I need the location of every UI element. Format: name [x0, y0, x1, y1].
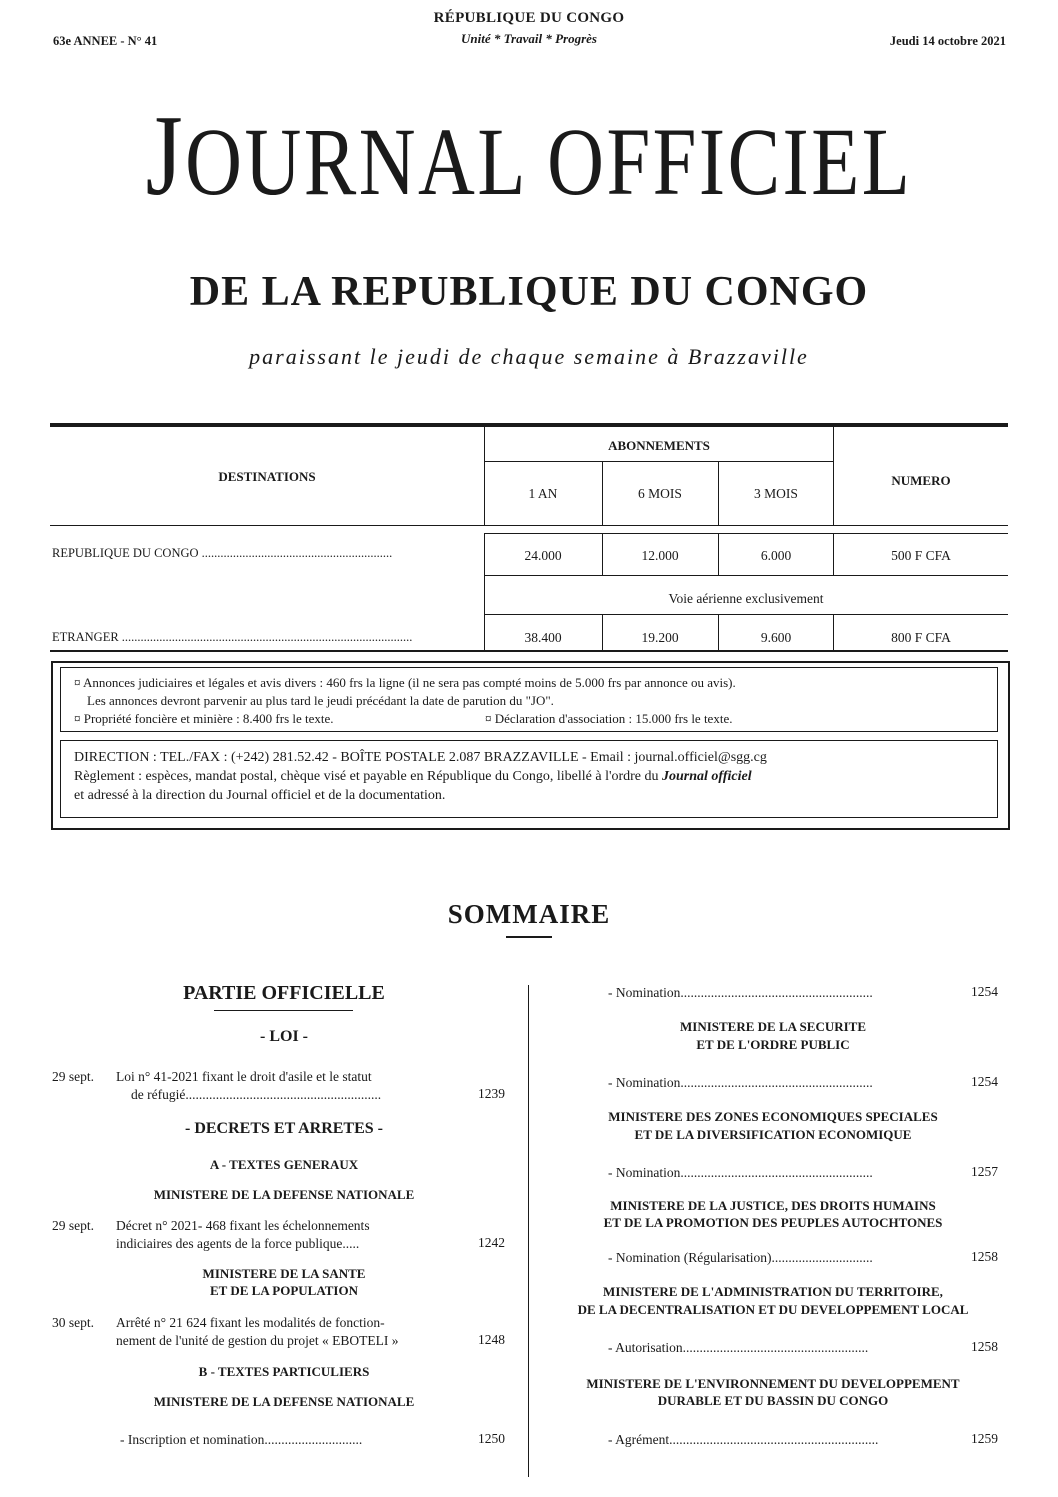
- toc-entry: - Inscription et nomination.............................: [120, 1432, 363, 1447]
- loi-title-1: Loi n° 41-2021 fixant le droit d'asile et le statut: [116, 1069, 372, 1084]
- page-number: 1259: [971, 1431, 998, 1446]
- table-divider: [484, 575, 1008, 576]
- table-cell: 800 F CFA: [891, 630, 951, 645]
- reglement-journal: Journal officiel: [662, 769, 752, 784]
- section-loi: - LOI -: [260, 1028, 308, 1045]
- page-number: 1254: [971, 984, 998, 999]
- ministry-heading: ET DE LA PROMOTION DES PEUPLES AUTOCHTONES: [603, 1215, 943, 1230]
- arrete-title-1: Arrêté n° 21 624 fixant les modalités de fonction-: [116, 1315, 385, 1330]
- journal-tagline: paraissant le jeudi de chaque semaine à Brazzaville: [249, 344, 809, 369]
- table-top-rule: [50, 423, 1008, 427]
- toc-entry: - Nomination (Régularisation)..............................: [608, 1250, 873, 1265]
- textes-particuliers: B - TEXTES PARTICULIERS: [198, 1364, 370, 1379]
- table-cell: 6.000: [760, 548, 792, 563]
- loi-title-2: de réfugié..........................................................: [131, 1087, 382, 1102]
- toc-entry: - Agrément..............................................................: [608, 1432, 879, 1447]
- decret-title-2: indiciaires des agents de la force publique.....: [116, 1236, 360, 1251]
- partie-underline: [214, 1010, 353, 1011]
- table-header-rule: [50, 525, 1008, 526]
- decret-title-1: Décret n° 2021- 468 fixant les échelonnements: [116, 1218, 370, 1233]
- voie-aerienne-note: Voie aérienne exclusivement: [668, 591, 824, 606]
- reglement-text: Règlement : espèces, mandat postal, chèque visé et payable en République du Congo, libellé à l'ordre du: [74, 769, 663, 784]
- page-number: 1254: [971, 1074, 998, 1089]
- toc-entry: - Nomination.........................................................: [608, 1075, 873, 1090]
- toc-entry: - Autorisation.......................................................: [608, 1340, 869, 1355]
- col-1an: 1 AN: [528, 486, 558, 501]
- ministry-heading: MINISTERE DE LA SECURITE: [679, 1019, 867, 1034]
- ministry-heading: MINISTERE DE LA JUSTICE, DES DROITS HUMAINS: [610, 1198, 936, 1213]
- toc-entry: - Nomination.........................................................: [608, 985, 873, 1000]
- ministry-heading: DURABLE ET DU BASSIN DU CONGO: [657, 1393, 889, 1408]
- textes-generaux: A - TEXTES GENERAUX: [209, 1157, 359, 1172]
- sommaire-title: SOMMAIRE: [447, 899, 611, 929]
- journal-subtitle: DE LA REPUBLIQUE DU CONGO: [189, 269, 869, 315]
- section-decrets: - DECRETS ET ARRETES -: [185, 1120, 383, 1137]
- ministry-heading: ET DE LA DIVERSIFICATION ECONOMIQUE: [634, 1127, 912, 1142]
- ministry-heading: ET DE LA POPULATION: [210, 1283, 358, 1298]
- ministry-heading: MINISTERE DE LA DEFENSE NATIONALE: [153, 1394, 415, 1409]
- col-6mois: 6 MOIS: [638, 486, 682, 501]
- page-number: 1258: [971, 1339, 998, 1354]
- toc-entry: - Nomination.........................................................: [608, 1165, 873, 1180]
- ministry-heading: MINISTERE DE L'ENVIRONNEMENT DU DEVELOPPEMENT: [586, 1376, 960, 1391]
- table-row-congo-dest: REPUBLIQUE DU CONGO .............................................................: [52, 546, 393, 560]
- annonces-association: ¤ Déclaration d'association : 15.000 frs le texte.: [485, 711, 733, 726]
- direction-reglement: [74, 769, 752, 785]
- table-cell: 500 F CFA: [891, 548, 951, 563]
- ministry-heading: MINISTERE DE LA SANTE: [202, 1266, 366, 1281]
- header-country: RÉPUBLIQUE DU CONGO: [433, 10, 625, 26]
- ministry-heading: MINISTERE DE LA DEFENSE NATIONALE: [153, 1187, 415, 1202]
- col-destinations: DESTINATIONS: [218, 469, 316, 484]
- page-number: 1250: [478, 1431, 505, 1446]
- annonces-line-2: Les annonces devront parvenir au plus tard le jeudi précédant la date de parution du "JO".: [87, 693, 554, 708]
- header-motto: Unité * Travail * Progrès: [460, 31, 597, 46]
- annonces-fonciere: ¤ Propriété foncière et minière : 8.400 frs le texte.: [74, 711, 334, 726]
- ministry-heading: ET DE L'ORDRE PUBLIC: [696, 1037, 850, 1052]
- col-3mois: 3 MOIS: [754, 486, 798, 501]
- title-initial: J: [145, 92, 186, 220]
- table-cell: 12.000: [641, 548, 679, 563]
- arrete-date: 30 sept.: [52, 1315, 94, 1330]
- journal-title: [95, 92, 963, 222]
- ministry-heading: DE LA DECENTRALISATION ET DU DEVELOPPEMENT LOCAL: [577, 1302, 969, 1317]
- sommaire-underline: [506, 936, 552, 938]
- partie-officielle: PARTIE OFFICIELLE: [183, 982, 385, 1004]
- loi-date: 29 sept.: [52, 1069, 94, 1084]
- page-number: 1248: [478, 1332, 505, 1347]
- ministry-heading: MINISTERE DE L'ADMINISTRATION DU TERRITOIRE,: [603, 1284, 943, 1299]
- edition-number: 63e ANNEE - N° 41: [53, 34, 158, 48]
- table-divider: [484, 533, 1008, 534]
- page-number: 1239: [478, 1086, 505, 1101]
- decret-date: 29 sept.: [52, 1218, 94, 1233]
- table-cell: 24.000: [524, 548, 562, 563]
- table-row-etranger-dest: ETRANGER .............................................................................................: [52, 630, 413, 644]
- table-cell: 9.600: [760, 630, 792, 645]
- page-number: 1242: [478, 1235, 505, 1250]
- direction-contact: DIRECTION : TEL./FAX : (+242) 281.52.42 - BOÎTE POSTALE 2.087 BRAZZAVILLE - Email : journal.officiel@sgg.cg: [74, 750, 767, 765]
- col-numero: NUMERO: [891, 473, 951, 488]
- column-divider: [528, 985, 529, 1477]
- table-cell: 19.200: [641, 630, 679, 645]
- table-cell: 38.400: [524, 630, 562, 645]
- page-number: 1257: [971, 1164, 998, 1179]
- table-divider: [484, 461, 834, 462]
- annonces-line-1: ¤ Annonces judiciaires et légales et avis divers : 460 frs la ligne (il ne sera pas compté moins de 5.000 frs par annonce ou avis).: [74, 675, 736, 690]
- ministry-heading: MINISTERE DES ZONES ECONOMIQUES SPECIALES: [608, 1109, 938, 1124]
- table-divider: [484, 614, 1008, 615]
- table-bottom-rule: [50, 650, 1008, 652]
- issue-date: Jeudi 14 octobre 2021: [889, 34, 1006, 48]
- col-abonnements: ABONNEMENTS: [608, 438, 710, 453]
- page-number: 1258: [971, 1249, 998, 1264]
- direction-adresse: et adressé à la direction du Journal officiel et de la documentation.: [74, 788, 446, 803]
- title-rest: OURNAL OFFICIEL: [185, 108, 913, 215]
- arrete-title-2: nement de l'unité de gestion du projet « EBOTELI »: [116, 1333, 399, 1348]
